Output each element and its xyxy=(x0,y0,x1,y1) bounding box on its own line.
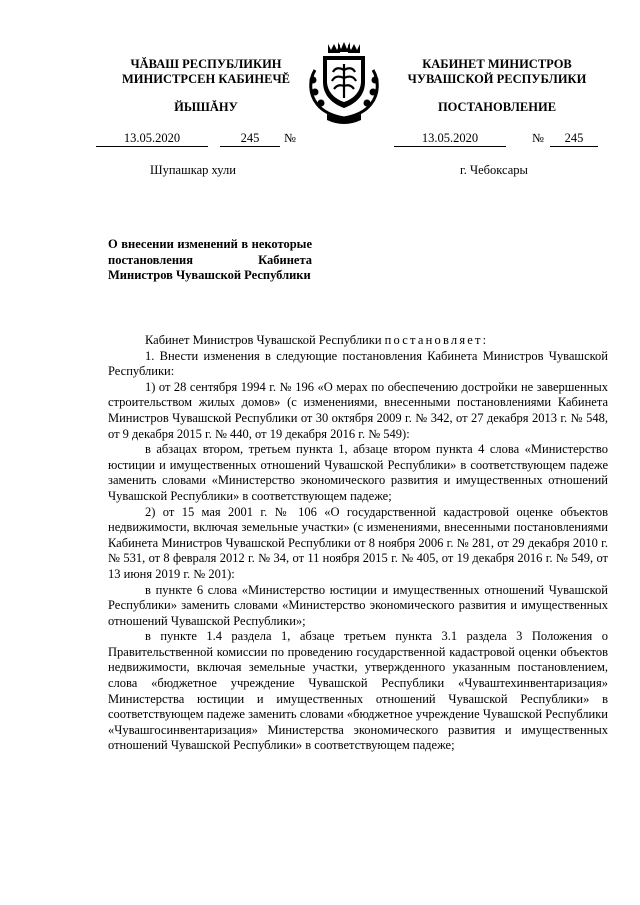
place-right: г. Чебоксары xyxy=(460,163,528,177)
right-number-sign: № xyxy=(532,131,544,145)
body-paragraph: 1) от 28 сентября 1994 г. № 196 «О мерах по обеспечению достройки не завершенных строительством жилых домов» (с изменениями, внесенными постановлениями Кабинета Министров Чувашской Республики от 30 октября 2009 г. № 342, от 27 декабря 2013 г. № 548, от 9 декабря 2015 г. № 440, от 19 декабря 2016 г. № 549): xyxy=(108,379,608,441)
right-date: 13.05.2020 xyxy=(394,131,506,147)
body-paragraph: в пункте 1.4 раздела 1, абзаце третьем пункта 3.1 раздела 3 Положения о Правительственной комиссии по проведению государственной кадастровой оценки объектов недвижимости, включая земельные участки, утвержденного указанным постановлением, слова «бюджетное учреждение Чувашской Республики «Чуваштехинвентаризация» Министерства юстиции и имущественных отношений Чувашской Республики» в соответствующем падеже заменить словами «бюджетное учреждение Чувашской Республики «Чувашгосинвентаризация» Министерства экономического развития и имущественных отношений Чувашской Республики» в соответствующем падеже; xyxy=(108,629,608,753)
body-paragraph: в абзацах втором, третьем пункта 1, абзаце втором пункта 4 слова «Министерство юстиции и имущественных отношений Чувашской Республики» в соответствующем падеже заменить словами «Министерство экономического развития и имущественных отношений Чувашской Республики» в соответствующем падеже; xyxy=(108,442,608,503)
header-right-line2: ЧУВАШСКОЙ РЕСПУБЛИКИ xyxy=(407,72,587,86)
left-number: 245 xyxy=(220,131,280,147)
header-left-title: ЙЫШĂНУ xyxy=(174,100,238,114)
header-right-block xyxy=(388,57,606,87)
dateline-right xyxy=(394,131,598,147)
intro-spaced: постановляет: xyxy=(384,333,489,347)
place-left: Шупашкар хули xyxy=(150,163,236,177)
header-left-block xyxy=(88,57,324,87)
header-left-line1: ЧĂВАШ РЕСПУБЛИКИН xyxy=(130,57,282,71)
chuvash-coat-of-arms-icon xyxy=(301,40,387,126)
document-subject: О внесении изменений в некоторые постановления Кабинета Министров Чувашской Республики xyxy=(108,237,312,282)
left-number-sign: № xyxy=(284,131,296,145)
dateline-left xyxy=(96,131,316,147)
intro-prefix: Кабинет Министров Чувашской Республики xyxy=(145,333,382,347)
document-body xyxy=(108,333,608,754)
right-number: 245 xyxy=(550,131,598,147)
body-paragraph: в пункте 6 слова «Министерство юстиции и имущественных отношений Чувашской Республики» заменить словами «Министерство экономического развития и имущественных отношений Чувашской Республики»; xyxy=(108,582,608,628)
intro-paragraph xyxy=(108,333,608,349)
left-date: 13.05.2020 xyxy=(96,131,208,147)
header-right-title: ПОСТАНОВЛЕНИЕ xyxy=(437,100,557,114)
body-paragraph: 1. Внести изменения в следующие постановления Кабинета Министров Чувашской Республики: xyxy=(108,348,608,379)
header-left-line2: МИНИСТРСЕН КАБИНЕЧĔ xyxy=(122,72,290,86)
header-right-line1: КАБИНЕТ МИНИСТРОВ xyxy=(422,57,572,71)
body-paragraph: 2) от 15 мая 2001 г. № 106 «О государственной кадастровой оценке объектов недвижимости, включая земельные участки» (с изменениями, внесенными постановлениями Кабинета Министров Чувашской Республики от 8 ноября 2006 г. № 281, от 29 декабря 2010 г. № 531, от 8 февраля 2012 г. № 34, от 11 ноября 2015 г. № 405, от 19 декабря 2016 г. № 549, от 13 июня 2019 г. № 201): xyxy=(108,504,608,581)
